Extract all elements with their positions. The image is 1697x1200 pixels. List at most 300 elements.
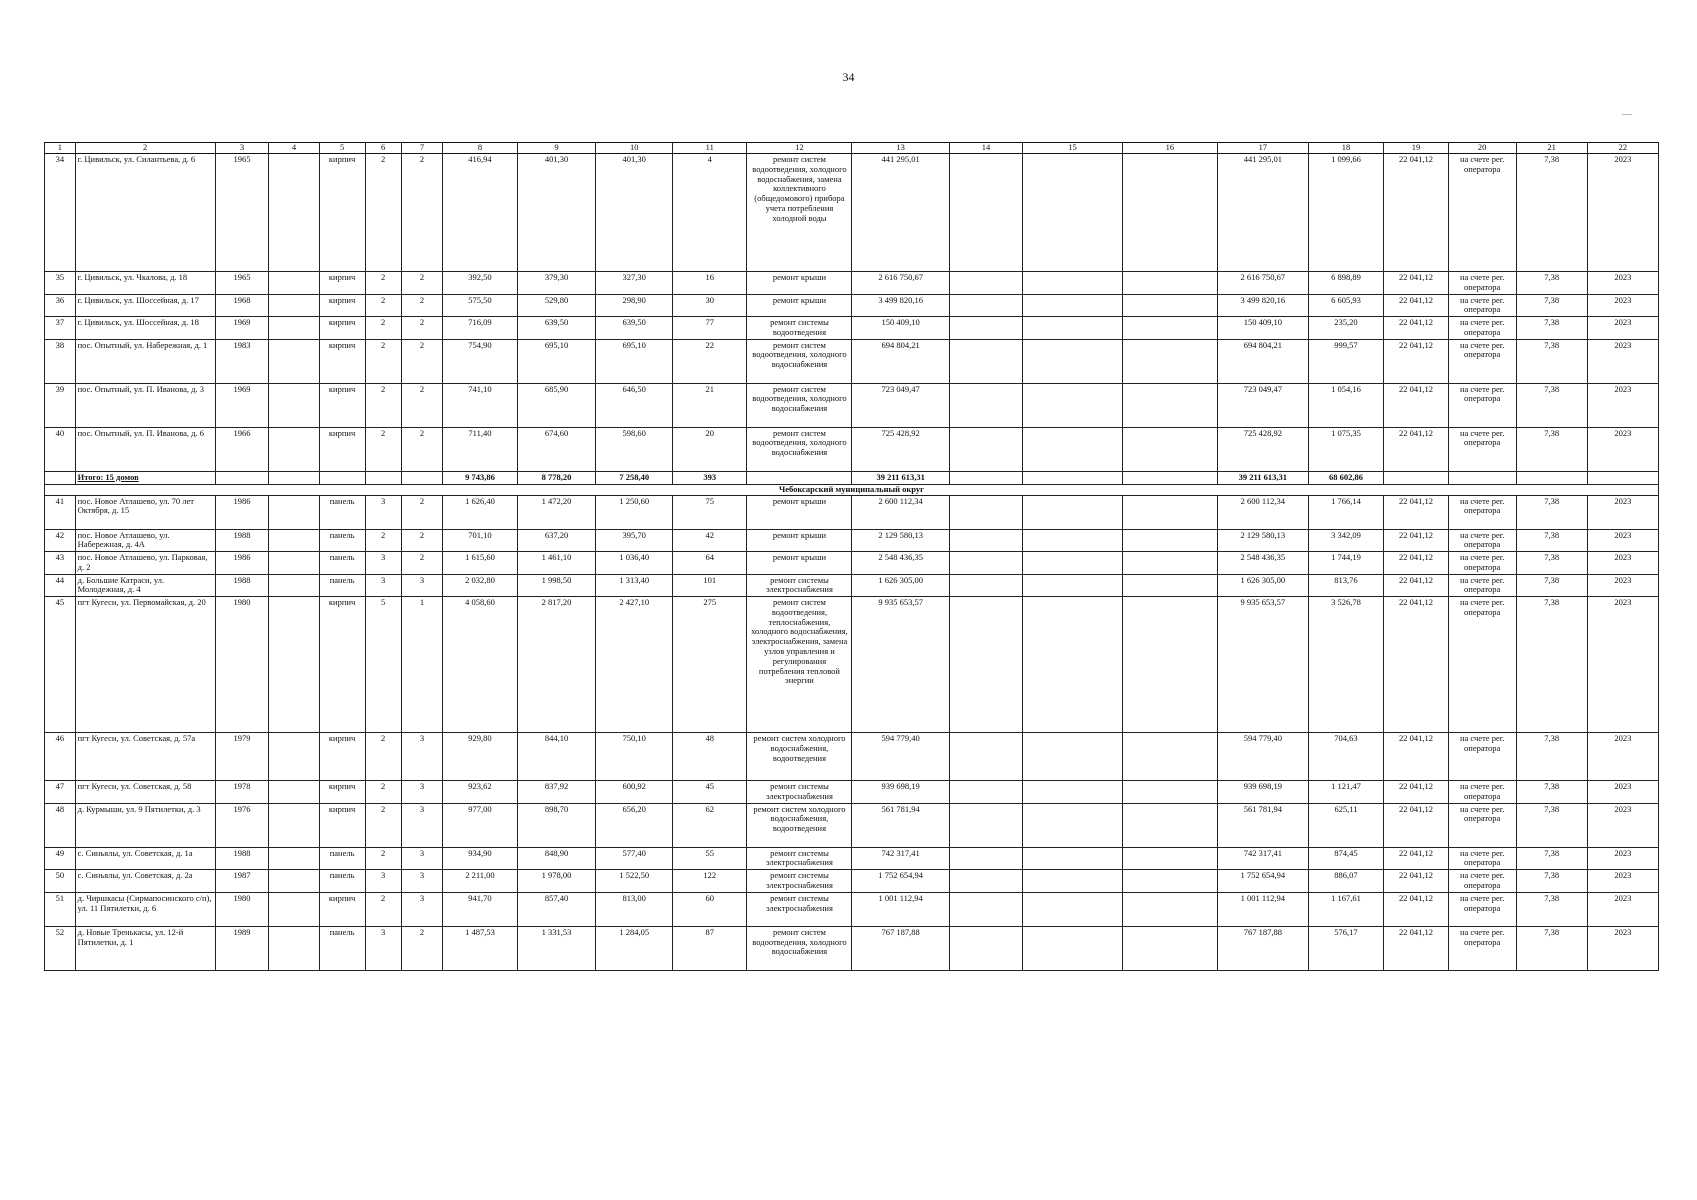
total-cell (747, 471, 852, 484)
living-area-cell: 857,40 (517, 892, 596, 926)
unit-cost-cell: 625,11 (1308, 803, 1384, 847)
work-type-cell: ремонт систем водоотведения, холодного водоснабжения (747, 383, 852, 427)
column-number-cell: 6 (365, 143, 401, 154)
rate-cell: 7,38 (1516, 926, 1587, 970)
owned-area-cell: 1 313,40 (596, 574, 673, 597)
wall-material-cell: панель (319, 574, 365, 597)
fund-cost-cell: 723 049,47 (1217, 383, 1308, 427)
total-area-cell: 416,94 (443, 154, 517, 272)
address-cell: г. Цивильск, ул. Шоссейная, д. 17 (75, 294, 215, 317)
cost-limit-cell: 22 041,12 (1384, 926, 1449, 970)
empty-cell (269, 272, 319, 295)
cost-limit-cell: 22 041,12 (1384, 552, 1449, 575)
empty-cell (1122, 926, 1217, 970)
empty-cell (949, 847, 1022, 870)
column-number-cell: 9 (517, 143, 596, 154)
rate-cell: 7,38 (1516, 574, 1587, 597)
total-area-cell: 2 211,00 (443, 870, 517, 893)
account-cell: на счете рег. оператора (1448, 294, 1516, 317)
owned-area-cell: 327,30 (596, 272, 673, 295)
wall-material-cell: панель (319, 529, 365, 552)
address-cell: пос. Новое Атлашево, ул. Парковая, д. 2 (75, 552, 215, 575)
cost-limit-cell: 22 041,12 (1384, 339, 1449, 383)
total-cell (1448, 471, 1516, 484)
column-number-cell: 7 (401, 143, 443, 154)
account-cell: на счете рег. оператора (1448, 495, 1516, 529)
cost-cell: 1 752 654,94 (852, 870, 949, 893)
plan-year-cell: 2023 (1587, 781, 1658, 804)
empty-cell (269, 529, 319, 552)
empty-cell (269, 574, 319, 597)
empty-cell (1023, 294, 1123, 317)
total-area-cell: 741,10 (443, 383, 517, 427)
total-row (45, 471, 1659, 484)
residents-cell: 101 (673, 574, 747, 597)
residents-cell: 16 (673, 272, 747, 295)
address-cell: пос. Опытный, ул. П. Иванова, д. 3 (75, 383, 215, 427)
entrances-cell: 3 (401, 847, 443, 870)
work-type-cell: ремонт системы электроснабжения (747, 892, 852, 926)
rate-cell: 7,38 (1516, 733, 1587, 781)
empty-cell (949, 294, 1022, 317)
empty-cell (269, 495, 319, 529)
cost-limit-cell: 22 041,12 (1384, 427, 1449, 471)
table-row (45, 926, 1659, 970)
residents-cell: 87 (673, 926, 747, 970)
living-area-cell: 844,10 (517, 733, 596, 781)
owned-area-cell: 600,92 (596, 781, 673, 804)
fund-cost-cell: 2 129 580,13 (1217, 529, 1308, 552)
unit-cost-cell: 3 526,78 (1308, 597, 1384, 733)
floors-cell: 2 (365, 529, 401, 552)
residents-cell: 122 (673, 870, 747, 893)
account-cell: на счете рег. оператора (1448, 317, 1516, 340)
account-cell: на счете рег. оператора (1448, 552, 1516, 575)
floors-cell: 2 (365, 272, 401, 295)
table-row (45, 733, 1659, 781)
rate-cell: 7,38 (1516, 870, 1587, 893)
fund-cost-cell: 1 626 305,00 (1217, 574, 1308, 597)
living-area-cell: 1 998,50 (517, 574, 596, 597)
column-number-row (45, 143, 1659, 154)
cost-cell: 723 049,47 (852, 383, 949, 427)
empty-cell (949, 552, 1022, 575)
empty-cell (269, 781, 319, 804)
wall-material-cell: кирпич (319, 597, 365, 733)
plan-year-cell: 2023 (1587, 272, 1658, 295)
fund-cost-cell: 725 428,92 (1217, 427, 1308, 471)
living-area-cell: 685,90 (517, 383, 596, 427)
unit-cost-cell: 1 744,19 (1308, 552, 1384, 575)
total-cell (1587, 471, 1658, 484)
work-type-cell: ремонт системы электроснабжения (747, 847, 852, 870)
rate-cell: 7,38 (1516, 529, 1587, 552)
unit-cost-cell: 704,63 (1308, 733, 1384, 781)
table-row (45, 154, 1659, 272)
total-cell (45, 471, 76, 484)
empty-cell (269, 427, 319, 471)
empty-cell (1122, 294, 1217, 317)
floors-cell: 3 (365, 495, 401, 529)
rate-cell: 7,38 (1516, 552, 1587, 575)
total-cell (215, 471, 269, 484)
total-cell: 39 211 613,31 (1217, 471, 1308, 484)
unit-cost-cell: 3 342,09 (1308, 529, 1384, 552)
plan-year-cell: 2023 (1587, 803, 1658, 847)
table-row (45, 495, 1659, 529)
fund-cost-cell: 594 779,40 (1217, 733, 1308, 781)
column-number-cell: 16 (1122, 143, 1217, 154)
residents-cell: 62 (673, 803, 747, 847)
empty-cell (1122, 427, 1217, 471)
plan-year-cell: 2023 (1587, 597, 1658, 733)
year-built-cell: 1969 (215, 317, 269, 340)
empty-cell (1122, 597, 1217, 733)
entrances-cell: 2 (401, 427, 443, 471)
empty-cell (1023, 892, 1123, 926)
unit-cost-cell: 886,07 (1308, 870, 1384, 893)
wall-material-cell: панель (319, 552, 365, 575)
year-built-cell: 1965 (215, 272, 269, 295)
column-number-cell: 5 (319, 143, 365, 154)
cost-cell: 2 129 580,13 (852, 529, 949, 552)
empty-cell (949, 317, 1022, 340)
total-cell (269, 471, 319, 484)
owned-area-cell: 1 522,50 (596, 870, 673, 893)
plan-year-cell: 2023 (1587, 574, 1658, 597)
cost-limit-cell: 22 041,12 (1384, 272, 1449, 295)
scan-mark (1622, 114, 1632, 115)
cost-cell: 9 935 653,57 (852, 597, 949, 733)
account-cell: на счете рег. оператора (1448, 926, 1516, 970)
entrances-cell: 3 (401, 574, 443, 597)
address-cell: д. Большие Катраси, ул. Молодежная, д. 4 (75, 574, 215, 597)
empty-cell (1023, 926, 1123, 970)
empty-cell (269, 154, 319, 272)
cost-limit-cell: 22 041,12 (1384, 529, 1449, 552)
total-area-cell: 1 487,53 (443, 926, 517, 970)
wall-material-cell: панель (319, 926, 365, 970)
rate-cell: 7,38 (1516, 847, 1587, 870)
wall-material-cell: панель (319, 847, 365, 870)
unit-cost-cell: 813,76 (1308, 574, 1384, 597)
fund-cost-cell: 2 600 112,34 (1217, 495, 1308, 529)
work-type-cell: ремонт систем водоотведения, холодного водоснабжения (747, 926, 852, 970)
work-type-cell: ремонт систем водоотведения, холодного водоснабжения, замена коллективного (общедомового) прибора учета потребления холодной воды (747, 154, 852, 272)
cost-cell: 725 428,92 (852, 427, 949, 471)
entrances-cell: 2 (401, 272, 443, 295)
total-area-cell: 4 058,60 (443, 597, 517, 733)
unit-cost-cell: 1 766,14 (1308, 495, 1384, 529)
address-cell: пос. Опытный, ул. Набережная, д. 1 (75, 339, 215, 383)
empty-cell (269, 847, 319, 870)
empty-cell (1122, 733, 1217, 781)
column-number-cell: 4 (269, 143, 319, 154)
wall-material-cell: кирпич (319, 781, 365, 804)
year-built-cell: 1978 (215, 781, 269, 804)
work-type-cell: ремонт крыши (747, 272, 852, 295)
floors-cell: 3 (365, 574, 401, 597)
year-built-cell: 1989 (215, 926, 269, 970)
table-row (45, 272, 1659, 295)
rate-cell: 7,38 (1516, 892, 1587, 926)
row-number: 39 (45, 383, 76, 427)
account-cell: на счете рег. оператора (1448, 272, 1516, 295)
owned-area-cell: 695,10 (596, 339, 673, 383)
column-number-cell: 17 (1217, 143, 1308, 154)
address-cell: пгт Кугеси, ул. Советская, д. 57а (75, 733, 215, 781)
cost-cell: 441 295,01 (852, 154, 949, 272)
unit-cost-cell: 1 167,61 (1308, 892, 1384, 926)
rate-cell: 7,38 (1516, 803, 1587, 847)
account-cell: на счете рег. оператора (1448, 339, 1516, 383)
cost-limit-cell: 22 041,12 (1384, 847, 1449, 870)
floors-cell: 2 (365, 803, 401, 847)
address-cell: с. Синьялы, ул. Советская, д. 2а (75, 870, 215, 893)
column-number-cell: 3 (215, 143, 269, 154)
work-type-cell: ремонт систем холодного водоснабжения, водоотведения (747, 733, 852, 781)
year-built-cell: 1966 (215, 427, 269, 471)
cost-cell: 694 804,21 (852, 339, 949, 383)
total-area-cell: 392,50 (443, 272, 517, 295)
address-cell: пос. Новое Атлашево, ул. Набережная, д. 4А (75, 529, 215, 552)
empty-cell (1023, 552, 1123, 575)
empty-cell (1023, 803, 1123, 847)
wall-material-cell: кирпич (319, 272, 365, 295)
work-type-cell: ремонт системы водоотведения (747, 317, 852, 340)
empty-cell (1023, 495, 1123, 529)
total-cell (1516, 471, 1587, 484)
cost-cell: 150 409,10 (852, 317, 949, 340)
year-built-cell: 1980 (215, 892, 269, 926)
work-type-cell: ремонт крыши (747, 495, 852, 529)
cost-limit-cell: 22 041,12 (1384, 781, 1449, 804)
plan-year-cell: 2023 (1587, 733, 1658, 781)
column-number-cell: 18 (1308, 143, 1384, 154)
empty-cell (1122, 870, 1217, 893)
entrances-cell: 2 (401, 339, 443, 383)
empty-cell (269, 892, 319, 926)
row-number: 45 (45, 597, 76, 733)
unit-cost-cell: 6 898,89 (1308, 272, 1384, 295)
row-number: 35 (45, 272, 76, 295)
total-area-cell: 1 615,60 (443, 552, 517, 575)
entrances-cell: 2 (401, 317, 443, 340)
empty-cell (949, 781, 1022, 804)
floors-cell: 2 (365, 847, 401, 870)
cost-cell: 2 616 750,67 (852, 272, 949, 295)
fund-cost-cell: 441 295,01 (1217, 154, 1308, 272)
empty-cell (949, 154, 1022, 272)
fund-cost-cell: 939 698,19 (1217, 781, 1308, 804)
floors-cell: 2 (365, 383, 401, 427)
cost-limit-cell: 22 041,12 (1384, 154, 1449, 272)
column-number-cell: 12 (747, 143, 852, 154)
fund-cost-cell: 742 317,41 (1217, 847, 1308, 870)
empty-cell (269, 803, 319, 847)
wall-material-cell: кирпич (319, 383, 365, 427)
rate-cell: 7,38 (1516, 317, 1587, 340)
floors-cell: 3 (365, 926, 401, 970)
fund-cost-cell: 1 001 112,94 (1217, 892, 1308, 926)
wall-material-cell: панель (319, 495, 365, 529)
district-title: Чебоксарский муниципальный округ (45, 484, 1659, 495)
row-number: 38 (45, 339, 76, 383)
floors-cell: 5 (365, 597, 401, 733)
rate-cell: 7,38 (1516, 339, 1587, 383)
row-number: 51 (45, 892, 76, 926)
fund-cost-cell: 2 616 750,67 (1217, 272, 1308, 295)
residents-cell: 55 (673, 847, 747, 870)
unit-cost-cell: 999,57 (1308, 339, 1384, 383)
rate-cell: 7,38 (1516, 781, 1587, 804)
floors-cell: 3 (365, 870, 401, 893)
plan-year-cell: 2023 (1587, 383, 1658, 427)
column-number-cell: 8 (443, 143, 517, 154)
empty-cell (949, 529, 1022, 552)
cost-limit-cell: 22 041,12 (1384, 495, 1449, 529)
unit-cost-cell: 1 075,35 (1308, 427, 1384, 471)
total-cell: 7 258,40 (596, 471, 673, 484)
account-cell: на счете рег. оператора (1448, 383, 1516, 427)
entrances-cell: 2 (401, 294, 443, 317)
empty-cell (949, 926, 1022, 970)
living-area-cell: 898,70 (517, 803, 596, 847)
district-heading-row (45, 484, 1659, 495)
living-area-cell: 1 331,53 (517, 926, 596, 970)
total-cell (1023, 471, 1123, 484)
year-built-cell: 1980 (215, 597, 269, 733)
empty-cell (1023, 781, 1123, 804)
entrances-cell: 2 (401, 552, 443, 575)
table-row (45, 870, 1659, 893)
entrances-cell: 3 (401, 870, 443, 893)
row-number: 42 (45, 529, 76, 552)
column-number-cell: 13 (852, 143, 949, 154)
plan-year-cell: 2023 (1587, 892, 1658, 926)
unit-cost-cell: 576,17 (1308, 926, 1384, 970)
row-number: 46 (45, 733, 76, 781)
owned-area-cell: 598,60 (596, 427, 673, 471)
year-built-cell: 1986 (215, 552, 269, 575)
rate-cell: 7,38 (1516, 272, 1587, 295)
empty-cell (269, 317, 319, 340)
work-type-cell: ремонт систем водоотведения, холодного водоснабжения (747, 339, 852, 383)
year-built-cell: 1988 (215, 847, 269, 870)
total-area-cell: 701,10 (443, 529, 517, 552)
empty-cell (1023, 154, 1123, 272)
empty-cell (1023, 427, 1123, 471)
empty-cell (1023, 529, 1123, 552)
row-number: 36 (45, 294, 76, 317)
fund-cost-cell: 694 804,21 (1217, 339, 1308, 383)
living-area-cell: 2 817,20 (517, 597, 596, 733)
rate-cell: 7,38 (1516, 427, 1587, 471)
residents-cell: 22 (673, 339, 747, 383)
empty-cell (1122, 529, 1217, 552)
owned-area-cell: 395,70 (596, 529, 673, 552)
table-row (45, 892, 1659, 926)
table-row (45, 574, 1659, 597)
address-cell: г. Цивильск, ул. Шоссейная, д. 18 (75, 317, 215, 340)
plan-year-cell: 2023 (1587, 529, 1658, 552)
empty-cell (1122, 339, 1217, 383)
work-type-cell: ремонт системы электроснабжения (747, 574, 852, 597)
empty-cell (949, 803, 1022, 847)
plan-year-cell: 2023 (1587, 339, 1658, 383)
total-area-cell: 977,00 (443, 803, 517, 847)
owned-area-cell: 1 250,60 (596, 495, 673, 529)
cost-cell: 2 548 436,35 (852, 552, 949, 575)
empty-cell (949, 733, 1022, 781)
address-cell: д. Новые Тренькасы, ул. 12-й Пятилетки, д. 1 (75, 926, 215, 970)
cost-limit-cell: 22 041,12 (1384, 294, 1449, 317)
cost-limit-cell: 22 041,12 (1384, 597, 1449, 733)
total-cell: 393 (673, 471, 747, 484)
entrances-cell: 2 (401, 383, 443, 427)
total-cell (1122, 471, 1217, 484)
address-cell: с. Синьялы, ул. Советская, д. 1а (75, 847, 215, 870)
row-number: 49 (45, 847, 76, 870)
empty-cell (1023, 574, 1123, 597)
floors-cell: 3 (365, 552, 401, 575)
plan-year-cell: 2023 (1587, 847, 1658, 870)
empty-cell (949, 339, 1022, 383)
column-number-cell: 20 (1448, 143, 1516, 154)
owned-area-cell: 2 427,10 (596, 597, 673, 733)
cost-cell: 939 698,19 (852, 781, 949, 804)
total-area-cell: 923,62 (443, 781, 517, 804)
account-cell: на счете рег. оператора (1448, 529, 1516, 552)
empty-cell (949, 870, 1022, 893)
owned-area-cell: 577,40 (596, 847, 673, 870)
account-cell: на счете рег. оператора (1448, 892, 1516, 926)
empty-cell (1122, 803, 1217, 847)
empty-cell (1122, 781, 1217, 804)
table-row (45, 339, 1659, 383)
floors-cell: 2 (365, 294, 401, 317)
total-area-cell: 1 626,40 (443, 495, 517, 529)
empty-cell (1023, 272, 1123, 295)
wall-material-cell: кирпич (319, 339, 365, 383)
cost-limit-cell: 22 041,12 (1384, 870, 1449, 893)
plan-year-cell: 2023 (1587, 294, 1658, 317)
address-cell: д. Курмыши, ул. 9 Пятилетки, д. 3 (75, 803, 215, 847)
year-built-cell: 1979 (215, 733, 269, 781)
owned-area-cell: 1 036,40 (596, 552, 673, 575)
floors-cell: 2 (365, 154, 401, 272)
living-area-cell: 837,92 (517, 781, 596, 804)
address-cell: пгт Кугеси, ул. Первомайская, д. 20 (75, 597, 215, 733)
total-cell (319, 471, 365, 484)
empty-cell (1122, 383, 1217, 427)
owned-area-cell: 298,90 (596, 294, 673, 317)
residents-cell: 4 (673, 154, 747, 272)
wall-material-cell: панель (319, 870, 365, 893)
entrances-cell: 3 (401, 781, 443, 804)
year-built-cell: 1965 (215, 154, 269, 272)
living-area-cell: 1 978,00 (517, 870, 596, 893)
address-cell: пос. Новое Атлашево, ул. 70 лет Октября, д. 15 (75, 495, 215, 529)
empty-cell (1122, 847, 1217, 870)
owned-area-cell: 656,20 (596, 803, 673, 847)
account-cell: на счете рег. оператора (1448, 427, 1516, 471)
column-number-cell: 22 (1587, 143, 1658, 154)
account-cell: на счете рег. оператора (1448, 781, 1516, 804)
empty-cell (269, 926, 319, 970)
floors-cell: 2 (365, 427, 401, 471)
total-cell (949, 471, 1022, 484)
